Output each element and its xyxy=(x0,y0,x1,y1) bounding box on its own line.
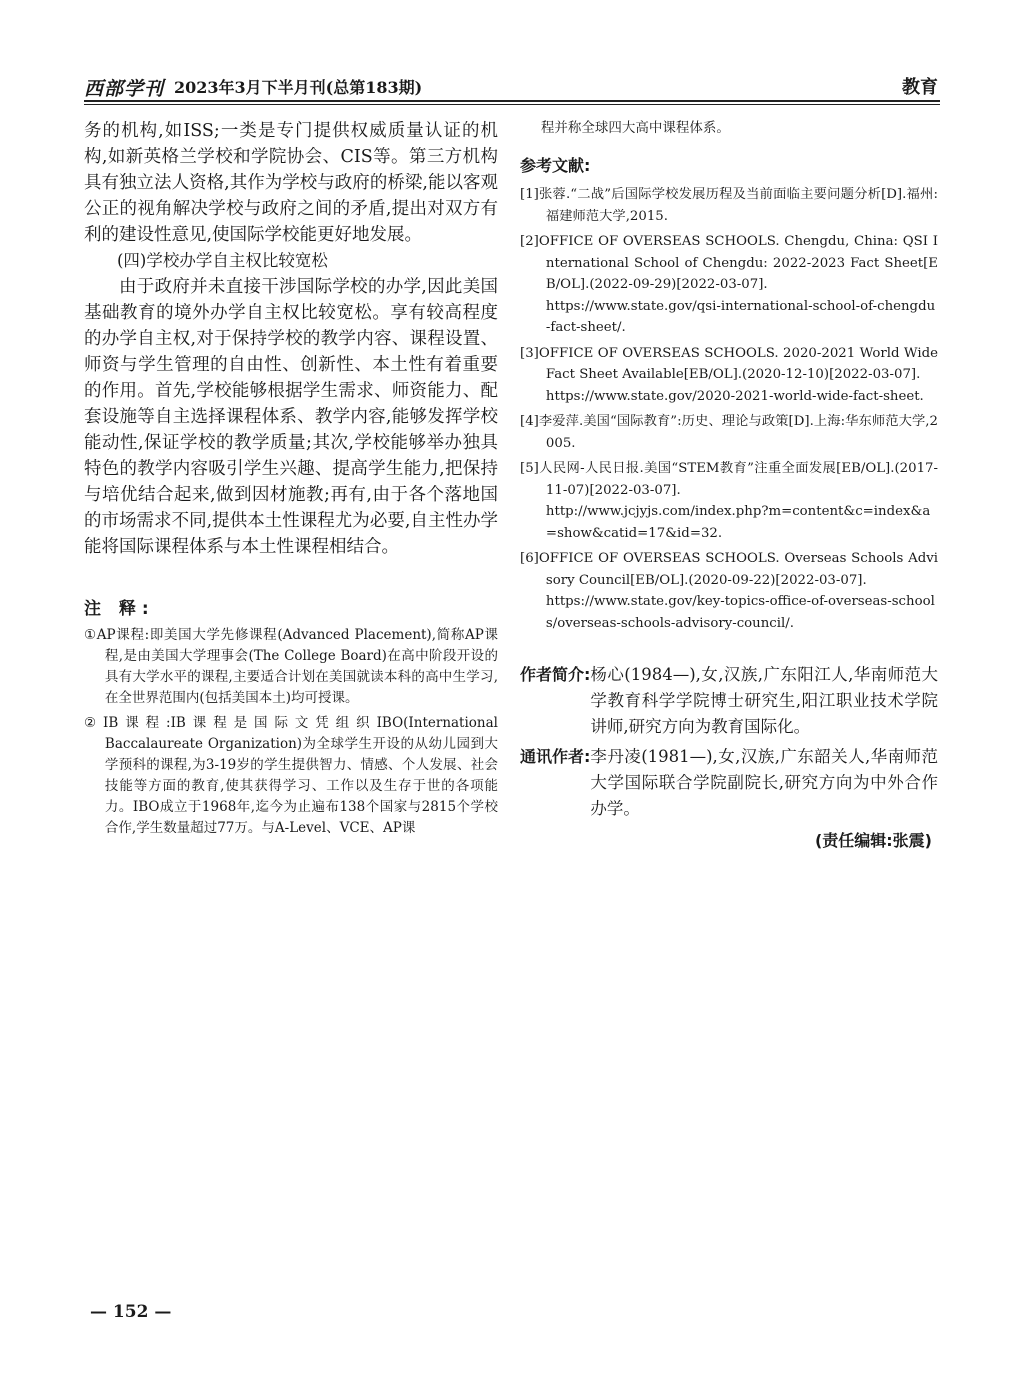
running-header xyxy=(84,70,940,100)
reference-item xyxy=(520,411,938,454)
corresponding-author-text: 李丹凌(1981—),女,汉族,广东韶关人,华南师范大学国际联合学院副院长,研究方向为中外合作办学。 xyxy=(590,747,938,818)
corresponding-author-label: 通讯作者: xyxy=(520,747,591,766)
right-column xyxy=(520,118,938,851)
references-title: 参考文献: xyxy=(520,156,591,175)
reference-text: [5]人民网-人民日报.美国“STEM教育”注重全面发展[EB/OL].(2017-11-07)[2022-03-07]. xyxy=(520,461,938,498)
header-rule-thin xyxy=(84,104,940,105)
corresponding-author xyxy=(520,744,938,822)
body-paragraph: 由于政府并未直接干涉国际学校的办学,因此美国基础教育的境外办学自主权比较宽松。享有较高程度的办学自主权,对于保持学校的教学内容、课程设置、师资与学生管理的自由性、创新性、本土性有着重要的作用。首先,学校能够根据学生需求、师资能力、配套设施等自主选择课程体系、教学内容,能够发挥学校能动性,保证学校的教学质量;其次,学校能够举办独具特色的教学内容吸引学生兴趣、提高学生能力,把保持与培优结合起来,做到因材施教;再有,由于各个落地国的市场需求不同,提供本土性课程尤为必要,自主性办学能将国际课程体系与本土性课程相结合。 xyxy=(84,277,498,557)
header-rule xyxy=(84,100,940,102)
journal-logo: 西部学刊 xyxy=(84,78,165,100)
reference-text: [3]OFFICE OF OVERSEAS SCHOOLS. 2020-2021 World Wide Fact Sheet Available[EB/OL].(2020-12-10)[2022-03-07]. xyxy=(520,345,938,382)
reference-text: [6]OFFICE OF OVERSEAS SCHOOLS. Overseas Schools Advisory Council[EB/OL].(2020-09-22)[2022-03-07]. xyxy=(520,551,938,588)
reference-text: [4]李爱萍.美国“国际教育”:历史、理论与政策[D].上海:华东师范大学,2005. xyxy=(520,414,938,451)
body-paragraph: 务的机构,如ISS;一类是专门提供权威质量认证的机构,如新英格兰学校和学院协会、CIS等。第三方机构具有独立法人资格,其作为学校与政府的桥梁,能以客观公正的视角解决学校与政府之间的矛盾,提出对双方有利的建设性意见,使国际学校能更好地发展。 xyxy=(84,121,498,245)
left-column xyxy=(84,118,498,843)
reference-url[interactable]: http://www.jcjyjs.com/index.php?m=content&c=index&a=show&catid=17&id=32. xyxy=(545,504,931,541)
note-continuation: 程并称全球四大高中课程体系。 xyxy=(540,120,730,136)
section-name: 教育 xyxy=(902,77,938,98)
section-subheading: (四)学校办学自主权比较宽松 xyxy=(117,251,328,270)
reference-item xyxy=(520,231,938,339)
reference-url[interactable]: https://www.state.gov/key-topics-office-of-overseas-schools/overseas-schools-advisory-council/. xyxy=(545,594,935,631)
author-bio-text: 杨心(1984—),女,汉族,广东阳江人,华南师范大学教育科学学院博士研究生,阳江职业技术学院讲师,研究方向为教育国际化。 xyxy=(590,665,938,736)
reference-url[interactable]: https://www.state.gov/qsi-international-school-of-chengdu-fact-sheet/. xyxy=(545,298,936,335)
reference-item xyxy=(520,548,938,634)
reference-item xyxy=(520,458,938,544)
responsible-editor: (责任编辑:张震) xyxy=(814,831,932,850)
notes-title: 注 释: xyxy=(84,599,155,619)
author-bio xyxy=(520,662,938,740)
page-number: — 152 — xyxy=(90,1302,172,1322)
note-item: ①AP课程:即美国大学先修课程(Advanced Placement),简称AP课程,是由美国大学理事会(The College Board)在高中阶段开设的具有大学水平的课程,主要适合计划在美国就读本科的高中生学习,在全世界范围内(包括美国本土)均可授课。 xyxy=(84,627,498,706)
issue-info: 2023年3月下半月刊(总第183期) xyxy=(174,78,423,97)
reference-url[interactable]: https://www.state.gov/2020-2021-world-wide-fact-sheet. xyxy=(545,388,924,404)
author-bio-label: 作者简介: xyxy=(520,665,591,684)
reference-text: [2]OFFICE OF OVERSEAS SCHOOLS. Chengdu, China: QSI International School of Chengdu: 2022-2023 Fact Sheet[EB/OL].(2022-09-29)[2022-03-07]. xyxy=(520,234,938,292)
reference-text: [1]张蓉.“二战”后国际学校发展历程及当前面临主要问题分析[D].福州:福建师范大学,2015. xyxy=(520,187,938,224)
reference-item xyxy=(520,184,938,227)
reference-item xyxy=(520,343,938,408)
note-item: ②IB课程:IB课程是国际文凭组织IBO(International Baccalaureate Organization)为全球学生开设的从幼儿园到大学预科的课程,为3-19岁的学生提供智力、情感、个人发展、社会技能等方面的教育,使其获得学习、工作以及生存于世的各项能力。IBO成立于1968年,迄今为止遍布138个国家与2815个学校合作,学生数量超过77万。与A-Level、VCE、AP课 xyxy=(84,715,498,836)
